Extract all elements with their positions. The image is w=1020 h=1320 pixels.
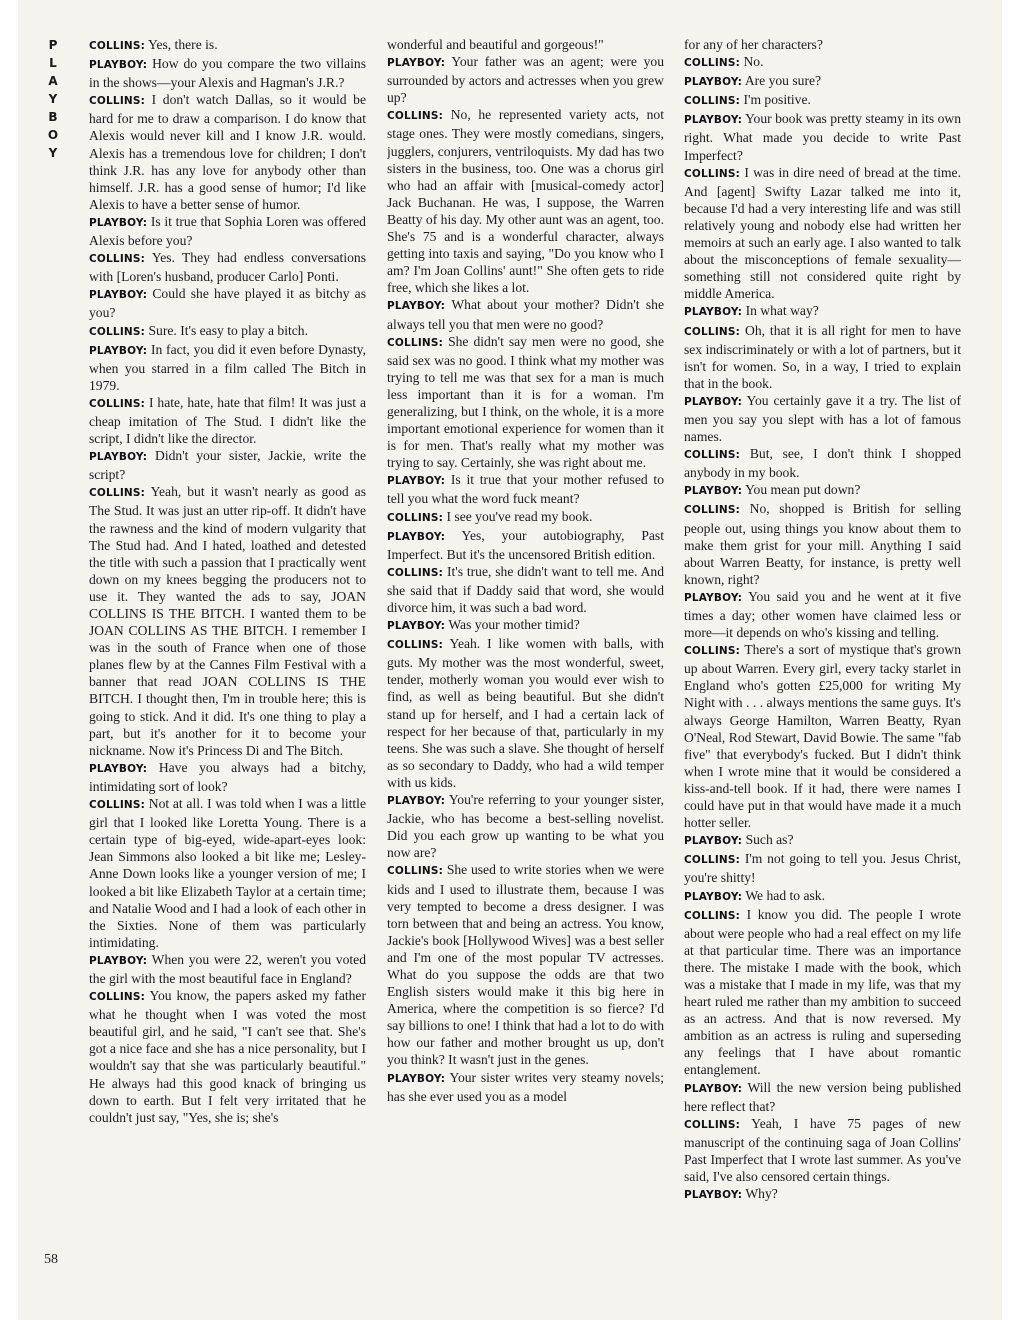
speaker-label: PLAYBOY: <box>684 1082 743 1095</box>
speaker-label: COLLINS: <box>684 645 741 658</box>
speaker-label: PLAYBOY: <box>387 1072 446 1085</box>
page-number: 58 <box>44 1252 58 1267</box>
speaker-label: PLAYBOY: <box>89 954 148 967</box>
interview-paragraph <box>89 394 366 447</box>
interview-paragraph <box>684 500 961 587</box>
speaker-label: COLLINS: <box>684 167 741 180</box>
speaker-label: PLAYBOY: <box>89 216 148 229</box>
interview-paragraph <box>89 285 366 321</box>
paragraph-text: There's a sort of mystique that's grown up about Warren. Every girl, every tacky starlet in England who's gotten £25,000 for writing My Night with . . . always mentions the same guys. It's always George Hamilton, Warren Beatty, Ryan O'Neal, Rod Stewart, David Bowie. The same "fab five" that everybody's fucked. But I didn't think when I wrote mine that it would be considered a kiss-and-tell book. If it had, there were names I could have put in that would have made it a much hotter seller. <box>684 642 961 831</box>
interview-paragraph <box>684 322 961 392</box>
speaker-label: PLAYBOY: <box>684 306 743 319</box>
speaker-label: COLLINS: <box>684 504 741 517</box>
speaker-label: COLLINS: <box>89 799 146 812</box>
interview-paragraph <box>684 53 961 72</box>
interview-paragraph <box>387 1069 664 1105</box>
paragraph-text: Not at all. I was told when I was a little girl that I looked like Loretta Young. There is a certain type of big-eyed, wide-apart-eyes look: Jean Simmons also looked a bit like me; Lesley-Anne Down looks like a younger version of me; I looked a bit like Elizabeth Taylor at a certain time; and Natalie Wood and I had a look of each other in the Sixties. None of them was particularly intimidating. <box>89 796 366 950</box>
speaker-label: PLAYBOY: <box>387 795 446 808</box>
paragraph-text: No. <box>743 54 764 70</box>
speaker-label: COLLINS: <box>387 865 444 878</box>
speaker-label: COLLINS: <box>387 566 444 579</box>
paragraph-text: In what way? <box>745 303 819 319</box>
text-column-2 <box>387 36 664 1266</box>
speaker-label: PLAYBOY: <box>387 475 446 488</box>
interview-paragraph <box>684 110 961 163</box>
speaker-label: PLAYBOY: <box>89 451 148 464</box>
paragraph-text: I hate, hate, hate that film! It was just a cheap imitation of The Stud. I didn't like the script, I didn't like the director. <box>89 394 366 447</box>
paragraph-text: Was your mother timid? <box>448 617 580 633</box>
speaker-label: COLLINS: <box>89 397 146 410</box>
paragraph-text: You mean put down? <box>745 482 861 498</box>
paragraph-text: But, see, I don't think I shopped anybody in my book. <box>684 446 961 481</box>
speaker-label: COLLINS: <box>684 909 741 922</box>
interview-paragraph <box>387 527 664 563</box>
interview-paragraph <box>89 91 366 213</box>
speaker-label: COLLINS: <box>89 991 146 1004</box>
interview-paragraph <box>684 887 961 906</box>
interview-paragraph <box>387 791 664 861</box>
masthead-vertical <box>46 36 60 162</box>
interview-paragraph <box>89 341 366 394</box>
interview-paragraph <box>684 831 961 850</box>
speaker-label: PLAYBOY: <box>684 1189 743 1202</box>
paragraph-text: wonderful and beautiful and gorgeous!" <box>387 37 604 52</box>
speaker-label: COLLINS: <box>387 110 444 123</box>
paragraph-text: for any of her characters? <box>684 37 823 52</box>
paragraph-text: Yes, your autobiography, Past Imperfect. But it's the uncensored British edition. <box>387 527 664 562</box>
interview-paragraph <box>387 616 664 635</box>
paragraph-text: What about your mother? Didn't she always tell you that men were no good? <box>387 297 664 332</box>
paragraph-text: When you were 22, weren't you voted the girl with the most beautiful face in England? <box>89 951 366 986</box>
interview-paragraph <box>684 481 961 500</box>
interview-paragraph <box>387 508 664 527</box>
paragraph-text: I'm positive. <box>743 92 811 108</box>
interview-paragraph <box>387 333 664 472</box>
interview-paragraph <box>387 36 664 53</box>
masthead-letter: P <box>48 38 58 52</box>
speaker-label: COLLINS: <box>684 449 741 462</box>
paragraph-text: Is it true that your mother refused to tell you what the word fuck meant? <box>387 472 664 507</box>
paragraph-text: Your sister writes very steamy novels; has she ever used you as a model <box>387 1069 664 1104</box>
interview-paragraph <box>684 91 961 110</box>
interview-paragraph <box>684 445 961 481</box>
interview-paragraph <box>89 36 366 55</box>
speaker-label: PLAYBOY: <box>387 300 446 313</box>
text-column-1 <box>89 36 366 1266</box>
speaker-label: PLAYBOY: <box>387 620 446 633</box>
speaker-label: PLAYBOY: <box>89 289 148 302</box>
paragraph-text: She didn't say men were no good, she said sex was no good. I think what my mother was trying to tell me was that sex for a man is much less important than it is for a woman. I'm generalizing, but I think, on the whole, it is a more important emotional experience for women than it is for men. That's really what my mother was trying to say. Certainly, she was right about me. <box>387 333 664 471</box>
paragraph-text: Your father was an agent; were you surrounded by actors and actresses when you grew up? <box>387 54 664 106</box>
interview-paragraph <box>684 1079 961 1115</box>
paragraph-text: It's true, she didn't want to tell me. And she said that if Daddy said that word, she would divorce him, it was such a bad word. <box>387 563 664 615</box>
paragraph-text: I don't watch Dallas, so it would be hard for me to draw a comparison. I do know that Alexis would never kill and I know J.R. would. Alexis has a tremendous love for children; I don't think J.R. has any love for anybody other than himself. J.R. has a good sense of humor; I'd like Alexis to have a better sense of humor. <box>89 92 366 212</box>
speaker-label: PLAYBOY: <box>684 76 743 89</box>
interview-paragraph <box>684 164 961 303</box>
interview-paragraph <box>684 588 961 641</box>
speaker-label: PLAYBOY: <box>89 59 148 72</box>
masthead-letter: Y <box>48 146 58 160</box>
interview-paragraph <box>89 447 366 483</box>
interview-paragraph <box>89 483 366 759</box>
paragraph-text: You certainly gave it a try. The list of men you say you slept with has a lot of famous names. <box>684 392 961 445</box>
interview-paragraph <box>684 72 961 91</box>
interview-paragraph <box>89 759 366 795</box>
paragraph-text: You're referring to your younger sister, Jackie, who has become a best-selling novelist. Did you each grow up wanting to be what you now are? <box>387 792 664 861</box>
paragraph-text: Your book was pretty steamy in its own right. What made you decide to write Past Imperfect? <box>684 111 961 163</box>
masthead-letter: A <box>48 74 58 88</box>
interview-paragraph <box>684 392 961 445</box>
interview-paragraph <box>387 635 664 791</box>
paragraph-text: Yes. They had endless conversations with [Loren's husband, producer Carlo] Ponti. <box>89 250 366 285</box>
paragraph-text: No, he represented variety acts, not stage ones. They were mostly comedians, singers, jugglers, conjurers, ventriloquists. My dad has two sisters in the business, too. One was a chorus girl who had an affair with [musical-comedy actor] Jack Buchanan. He was, I suppose, the Warren Beatty of his day. My other aunt was an agent, too. She's 75 and is a wonderful character, always getting into taxis and saying, "Do you know who I am? I'm Joan Collins' aunt!" She often gets to ride free, which she likes a lot. <box>387 107 664 296</box>
interview-paragraph <box>89 951 366 987</box>
paragraph-text: I'm not going to tell you. Jesus Christ, you're shitty! <box>684 851 961 886</box>
paragraph-text: In fact, you did it even before Dynasty, when you starred in a film called The Bitch in 1979. <box>89 341 366 393</box>
speaker-label: PLAYBOY: <box>387 530 446 543</box>
paragraph-text: I see you've read my book. <box>446 508 593 524</box>
paragraph-text: Yes, there is. <box>147 37 218 52</box>
speaker-label: PLAYBOY: <box>89 762 148 775</box>
speaker-label: PLAYBOY: <box>684 114 743 127</box>
interview-paragraph <box>387 861 664 1068</box>
speaker-label: PLAYBOY: <box>89 344 148 357</box>
interview-paragraph <box>684 1115 961 1185</box>
interview-paragraph <box>89 55 366 91</box>
speaker-label: COLLINS: <box>387 336 444 349</box>
paragraph-text: No, shopped is British for selling people out, using things you know about them to make them grist for your mill. Anything I said about Warren Beatty, for instance, is pretty well known, right? <box>684 501 961 587</box>
interview-paragraph <box>684 36 961 53</box>
speaker-label: PLAYBOY: <box>684 591 743 604</box>
speaker-label: COLLINS: <box>89 325 146 338</box>
interview-paragraph <box>89 795 366 951</box>
paragraph-text: Is it true that Sophia Loren was offered Alexis before you? <box>89 213 366 249</box>
paragraph-text: Why? <box>745 1186 778 1202</box>
paragraph-text: You said you and he went at it five times a day; other women have claimed less or more—it depends on who's kissing and telling. <box>684 588 961 641</box>
paragraph-text: Didn't your sister, Jackie, write the script? <box>89 448 366 483</box>
speaker-label: COLLINS: <box>89 40 146 52</box>
paragraph-text: Oh, that it is all right for men to have sex indiscriminately or with a lot of partners, but it isn't for women. So, in a way, I tried to explain that in the book. <box>684 322 961 391</box>
interview-paragraph <box>89 249 366 285</box>
paragraph-text: We had to ask. <box>745 887 826 903</box>
speaker-label: COLLINS: <box>387 639 444 652</box>
speaker-label: COLLINS: <box>684 95 741 108</box>
interview-paragraph <box>89 987 366 1126</box>
interview-paragraph <box>387 106 664 296</box>
speaker-label: COLLINS: <box>89 487 146 500</box>
paragraph-text: Will the new version being published here reflect that? <box>684 1079 961 1114</box>
interview-paragraph <box>684 302 961 321</box>
masthead-letter: B <box>48 110 58 124</box>
paragraph-text: She used to write stories when we were kids and I used to illustrate them, because I was very tempted to become a dress designer. I was torn between that and being an actress. You know, Jackie's book [Hollywood Wives] was a best seller and I'm one of the most popular TV actresses. What do you suppose the odds are that two English sisters would make it this big here in America, where the competition is so fierce? I'd say billions to one! I think that had a lot to do with how our father and mother brought us up, don't you think? It wasn't just in the genes. <box>387 862 664 1068</box>
speaker-label: COLLINS: <box>89 95 146 108</box>
speaker-label: COLLINS: <box>684 57 741 70</box>
paragraph-text: I was in dire need of bread at the time. And [agent] Swifty Lazar talked me into it, because I'd had a very interesting life and was still relatively young and nobody else had written her memoirs at such an early age. I also wanted to talk about the misconceptions of female sexuality—something still not considered quite right by middle America. <box>684 164 961 302</box>
paragraph-text: Yeah, I have 75 pages of new manuscript of the continuing saga of Joan Collins' Past Imperfect that I wrote last summer. As you've said, I've also censored certain things. <box>684 1115 961 1184</box>
interview-paragraph <box>89 213 366 249</box>
speaker-label: PLAYBOY: <box>684 835 743 848</box>
text-column-3 <box>684 36 961 1266</box>
speaker-label: PLAYBOY: <box>387 57 446 70</box>
interview-paragraph <box>387 563 664 616</box>
speaker-label: COLLINS: <box>684 325 741 338</box>
paragraph-text: You know, the papers asked my father what he thought when I was voted the most beautiful girl, and he said, "I can't see that. She's got a nice face and she has a nice personality, but I wouldn't say that she was particularly beautiful." He always had this good knack of bringing us down to earth. But I felt very irritated that he couldn't just say, "Yes, she is; she's <box>89 988 366 1125</box>
interview-paragraph <box>387 296 664 332</box>
paragraph-text: Such as? <box>745 832 794 848</box>
paragraph-text: Could she have played it as bitchy as you? <box>89 286 366 321</box>
interview-paragraph <box>89 322 366 341</box>
paragraph-text: Yeah, but it wasn't nearly as good as The Stud. It was just an utter rip-off. It didn't have the rawness and the kind of modern vulgarity that The Stud had. And I hated, loathed and detested the title with such a passion that I practically went down on my knees begging the producers not to use it. They wanted the ads to say, JOAN COLLINS IS THE BITCH. I wanted them to be JOAN COLLINS AS THE BITCH. I remember I was in the south of France when one of those planes flew by at the Cannes Film Festival with a banner that read JOAN COLLINS IS THE BITCH. I thought then, I'm in trouble here; this is going to stick. And it did. It's one thing to play a part, but it's another for it to become your nickname. Now it's Princess Di and The Bitch. <box>89 484 366 758</box>
speaker-label: COLLINS: <box>684 854 741 867</box>
paragraph-text: I know you did. The people I wrote about were people who had a real effect on my life at that particular time. There was an importance there. The mistake I made with the book, which was a mistake that I made in my life, was that my heart ruled me rather than my ambition to succeed as an actress. And that is now reversed. My ambition as an actress is ruling and superseding any feelings that I have about romantic entanglement. <box>684 906 961 1078</box>
speaker-label: PLAYBOY: <box>684 890 743 903</box>
masthead-letter: O <box>47 128 59 142</box>
interview-paragraph <box>684 1185 961 1204</box>
interview-paragraph <box>684 641 961 831</box>
speaker-label: COLLINS: <box>684 1118 741 1131</box>
interview-paragraph <box>387 53 664 106</box>
paragraph-text: Sure. It's easy to play a bitch. <box>148 322 308 338</box>
speaker-label: COLLINS: <box>387 511 444 524</box>
speaker-label: COLLINS: <box>89 253 146 266</box>
paragraph-text: How do you compare the two villains in the shows—your Alexis and Hagman's J.R.? <box>89 56 366 91</box>
paragraph-text: Have you always had a bitchy, intimidating sort of look? <box>89 759 366 794</box>
speaker-label: PLAYBOY: <box>684 395 743 408</box>
interview-paragraph <box>684 850 961 886</box>
paragraph-text: Are you sure? <box>744 73 822 89</box>
interview-paragraph <box>387 471 664 507</box>
paragraph-text: Yeah. I like women with balls, with guts. My mother was the most wonderful, sweet, tender, motherly woman you would ever wish to find, as well as being beautiful. But she didn't stand up for herself, and I had a certain lack of respect for her because of that, particularly in my teens. She was such a slave. She thought of herself as so secondary to Daddy, who had a wild temper with us kids. <box>387 636 664 790</box>
speaker-label: PLAYBOY: <box>684 485 743 498</box>
interview-paragraph <box>684 906 961 1079</box>
masthead-letter: Y <box>48 92 58 106</box>
masthead-letter: L <box>49 56 57 70</box>
